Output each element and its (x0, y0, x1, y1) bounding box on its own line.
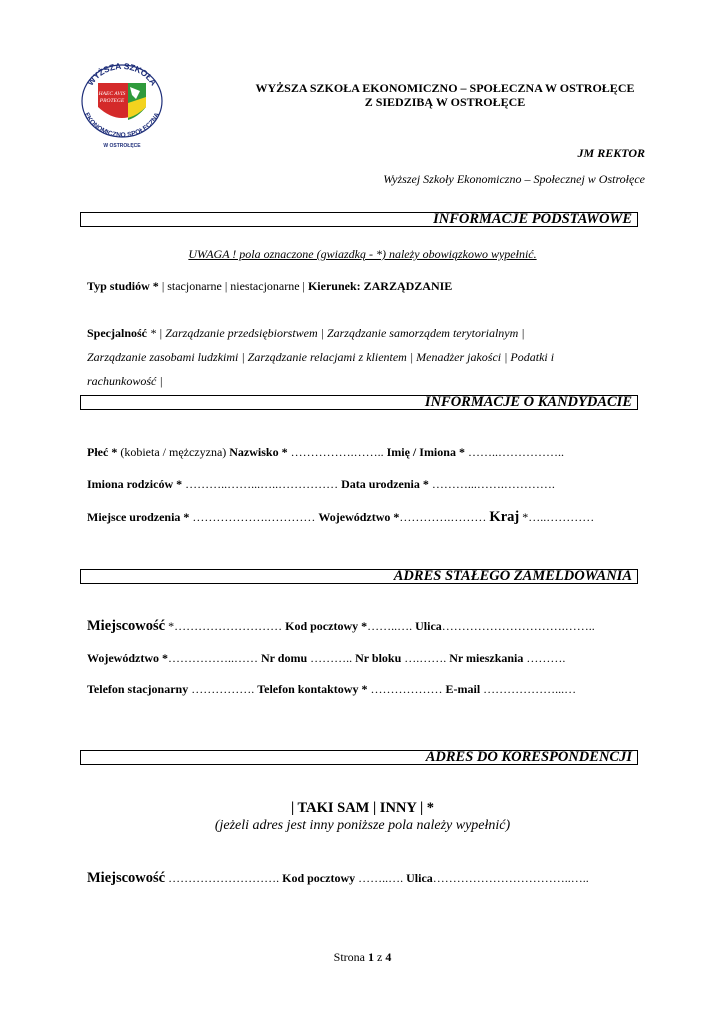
section-permanent-address: ADRES STAŁEGO ZAMELDOWANIA (80, 569, 638, 584)
total-pages: 4 (385, 950, 392, 964)
logo-bottom-text: EKONOMICZNO SPOŁECZNA (82, 111, 162, 140)
section-basic-info: INFORMACJE PODSTAWOWE (80, 212, 638, 227)
voivodeship-label: Województwo * (318, 510, 400, 524)
permanent-postcode-field[interactable]: ……..…. (367, 619, 416, 633)
permanent-postcode-label: Kod pocztowy * (285, 619, 368, 633)
mobile-phone-field[interactable]: ……………… (370, 682, 446, 696)
school-name-line-2: Z SIEDZIBĄ W OSTROŁĘCE (364, 95, 526, 109)
study-type-options[interactable]: | stacjonarne | niestacjonarne | (158, 279, 308, 293)
current-page: 1 (368, 950, 374, 964)
gender-options[interactable]: (kobieta / mężczyzna) (117, 445, 230, 459)
apartment-number-label: Nr mieszkania (449, 651, 527, 665)
first-name-field[interactable]: ……..…………….. (467, 445, 564, 459)
block-number-label: Nr bloku (355, 651, 405, 665)
house-number-field[interactable]: ……….. (310, 651, 356, 665)
logo-motto-1: HAEC AVIS (98, 91, 126, 97)
addressee: Wyższej Szkoły Ekonomiczno – Społecznej w Ostrołęce (383, 172, 645, 186)
permanent-city-label: Miejscowość (87, 618, 166, 634)
surname-field[interactable]: …………….…….. (290, 445, 387, 459)
landline-label: Telefon stacjonarny (87, 682, 192, 696)
gender-label: Płeć * (87, 445, 118, 459)
correspondence-row-1 (87, 870, 589, 887)
correspondence-street-field[interactable]: ……………………………..….. (432, 871, 589, 885)
correspondence-city-label: Miejscowość (87, 870, 166, 886)
specialization-label: Specjalność (87, 326, 147, 340)
permanent-voivodeship-label: Województwo * (87, 651, 168, 665)
correspondence-note: (jeżeli adres jest inny poniższe pola należy wypełnić) (214, 818, 511, 833)
parents-names-label: Imiona rodziców * (87, 477, 186, 491)
correspondence-street-label: Ulica (406, 871, 433, 885)
country-label: Kraj (489, 509, 520, 525)
logo-motto-2: PROTEGE (99, 98, 125, 104)
permanent-row-2 (87, 651, 565, 666)
permanent-street-label: Ulica (415, 619, 442, 633)
birth-date-label: Data urodzenia * (341, 477, 432, 491)
birth-place-field[interactable]: ……………….………… (192, 510, 319, 524)
page-number-separator: z (374, 950, 386, 964)
school-name-line-1: WYŻSZA SZKOŁA EKONOMICZNO – SPOŁECZNA W OSTROŁĘCE (255, 81, 635, 95)
permanent-street-field[interactable]: ………………………….…….. (441, 619, 595, 633)
specialization-options-2[interactable]: Zarządzanie zasobami ludzkimi | Zarządzanie relacjami z klientem | Menadżer jakości | Podatki i (87, 350, 555, 364)
permanent-voivodeship-field[interactable]: ……………..…… (168, 651, 261, 665)
mobile-phone-label: Telefon kontaktowy * (257, 682, 371, 696)
permanent-city-field[interactable]: *……………………… (165, 619, 286, 633)
correspondence-city-field[interactable]: ………………………. (165, 871, 283, 885)
birth-date-field[interactable]: ………...…….…………. (431, 477, 555, 491)
school-logo-emblem (70, 55, 174, 151)
landline-field[interactable]: ……………. (191, 682, 258, 696)
house-number-label: Nr domu (261, 651, 311, 665)
country-field[interactable]: *…..………… (519, 510, 595, 524)
birth-place-label: Miejsce urodzenia * (87, 510, 193, 524)
email-label: E-mail (445, 682, 484, 696)
logo-top-text: WYŻSZA SZKOŁA (85, 60, 159, 88)
permanent-row-1 (87, 618, 595, 635)
page-number (0, 950, 725, 965)
specialization-line-1 (87, 326, 639, 341)
correspondence-postcode-label: Kod pocztowy (282, 871, 359, 885)
logo-city: W OSTROŁĘCE (103, 143, 141, 149)
email-field[interactable]: ………………...… (483, 682, 577, 696)
apartment-number-field[interactable]: ………. (526, 651, 566, 665)
field-of-study: Kierunek: ZARZĄDZANIE (307, 279, 453, 293)
page-number-prefix: Strona (333, 950, 368, 964)
candidate-row-2 (87, 477, 555, 492)
correspondence-postcode-field[interactable]: ……..…. (358, 871, 407, 885)
candidate-row-1 (87, 445, 564, 460)
voivodeship-field[interactable]: ………….……… (399, 510, 490, 524)
section-candidate-info: INFORMACJE O KANDYDACIE (80, 395, 638, 410)
permanent-row-3 (87, 682, 576, 697)
study-type-row (87, 279, 452, 294)
surname-label: Nazwisko * (229, 445, 291, 459)
specialization-options-3[interactable]: rachunkowość | (87, 374, 163, 388)
specialization-options-1[interactable]: * | Zarządzanie przedsiębiorstwem | Zarządzanie samorządem terytorialnym | (147, 326, 525, 340)
rector-title: JM REKTOR (577, 146, 645, 160)
section-correspondence-address: ADRES DO KORESPONDENCJI (80, 750, 638, 765)
school-logo (70, 55, 174, 151)
first-name-label: Imię / Imiona * (386, 445, 468, 459)
study-type-label: Typ studiów * (87, 279, 159, 293)
required-fields-notice: UWAGA ! pola oznaczone (gwiazdką - *) należy obowiązkowo wypełnić. (188, 247, 537, 261)
same-or-other-choice[interactable]: | TAKI SAM | INNY | * (290, 800, 435, 816)
candidate-row-3 (87, 509, 594, 526)
parents-names-field[interactable]: ………..……...…..…………… (185, 477, 342, 491)
block-number-field[interactable]: ….……. (404, 651, 450, 665)
